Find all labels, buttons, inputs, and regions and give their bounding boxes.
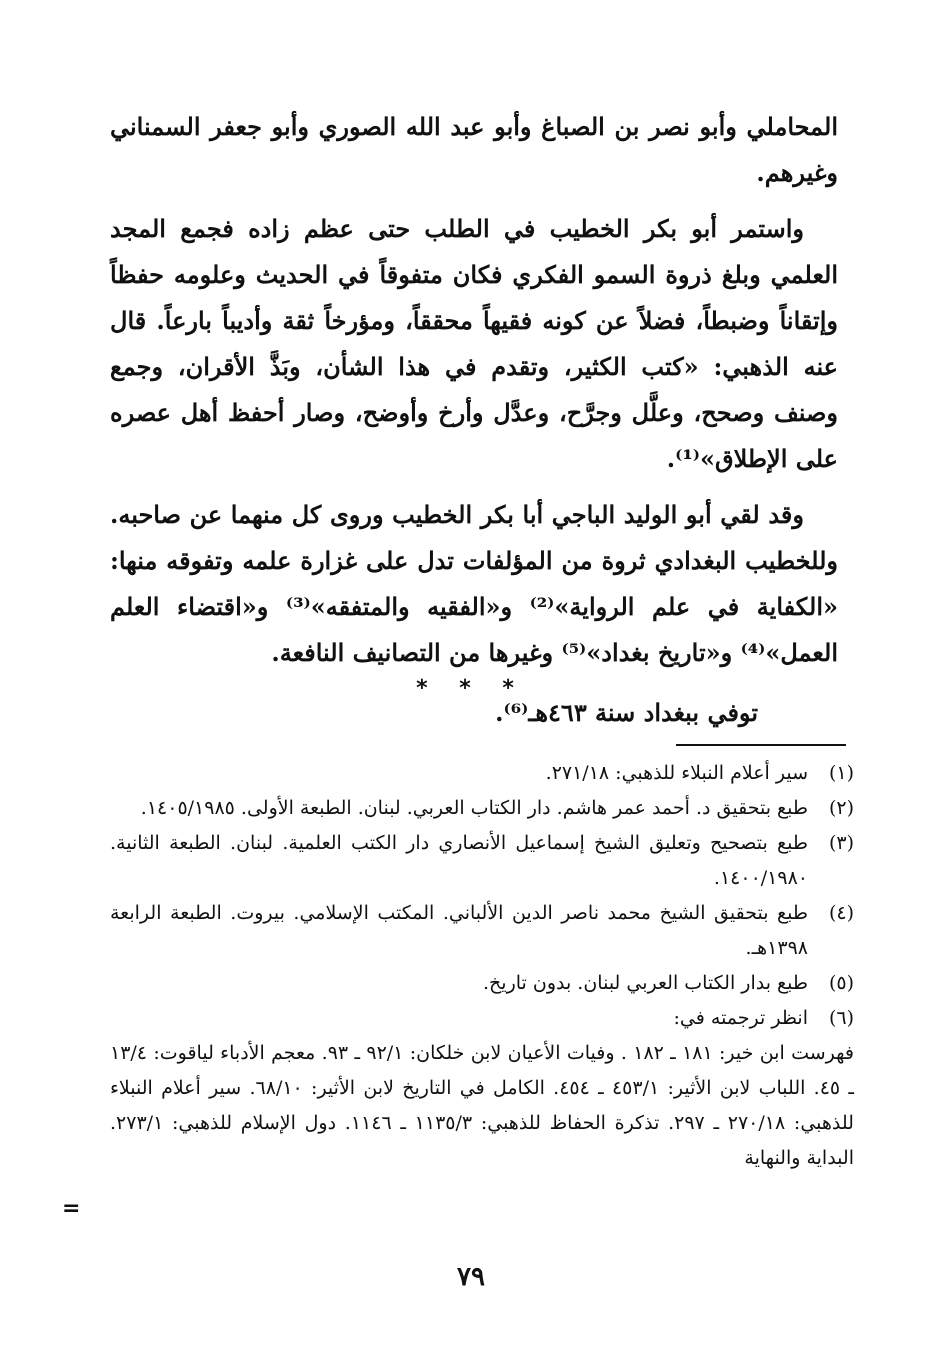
main-text: [110, 104, 838, 736]
footnote-item: [110, 756, 854, 791]
paragraph-1: المحاملي وأبو نصر بن الصباغ وأبو عبد الله الصوري وأبو جعفر السمناني وغيرهم.: [110, 112, 838, 187]
footnote-text: طبع بتحقيق د. أحمد عمر هاشم. دار الكتاب العربي. لبنان. الطبعة الأولى. ١٤٠٥/١٩٨٥.: [140, 797, 808, 819]
paragraph-3: وقد لقي أبو الوليد الباجي أبا بكر الخطيب وروى كل منهما عن صاحبه. وللخطيب البغدادي ثروة من المؤلفات تدل على غزارة علمه وتفوقه منها: «الكفاية في علم الرواية»⁽²⁾ و«الفقيه والمتفقه»⁽³⁾ و«اقتضاء العلم العمل»⁽⁴⁾ و«تاريخ بغداد»⁽⁵⁾ وغيرها من التصانيف النافعة.: [110, 500, 839, 667]
footnote-item: [110, 896, 854, 966]
footnote-number: (٥): [828, 972, 854, 994]
paragraph-2: واستمر أبو بكر الخطيب في الطلب حتى عظم زاده فجمع المجد العلمي وبلغ ذروة السمو الفكري فكان متفوقاً في الحديث وعلومه حفظاً وإتقاناً وضبطاً، فضلاً عن كونه فقيهاً محققاً، ومؤرخاً ثقة وأديباً بارعاً. قال عنه الذهبي: «كتب الكثير، وتقدم في هذا الشأن، وبَذَّ الأقران، وجمع وصنف وصحح، وعلَّل وجرَّح، وعدَّل وأرخ وأوضح، وصار أحفظ أهل عصره على الإطلاق»⁽¹⁾.: [110, 214, 839, 473]
footnote-text: طبع بتحقيق الشيخ محمد ناصر الدين الألباني. المكتب الإسلامي. بيروت. الطبعة الرابعة ١٣٩٨هـ.: [110, 902, 808, 959]
footnote-number: (٤): [828, 902, 854, 924]
footnote-text: انظر ترجمته في:: [673, 1007, 808, 1029]
footnote-item: [110, 826, 854, 896]
footnote-number: (١): [828, 762, 854, 784]
footnote-text: طبع بتصحيح وتعليق الشيخ إسماعيل الأنصاري دار الكتب العلمية. لبنان. الطبعة الثانية. ١٤٠٠/١٩٨٠.: [110, 832, 808, 889]
footnote-item: [110, 966, 854, 1001]
footnote-divider: [676, 744, 846, 746]
continuation-mark: =: [62, 1196, 81, 1221]
footnote-text: طبع بدار الكتاب العربي لبنان. بدون تاريخ.: [482, 972, 808, 994]
paragraph-4: توفي ببغداد سنة ٤٦٣هـ⁽⁶⁾.: [495, 698, 758, 727]
footnote-number: (٣): [828, 832, 854, 854]
section-separator: * * *: [416, 676, 526, 701]
footnote-item: [110, 1001, 854, 1036]
page-number: ٧٩: [457, 1262, 485, 1292]
footnote-number: (٢): [828, 797, 854, 819]
footnote-text: سير أعلام النبلاء للذهبي: ٢٧١/١٨.: [545, 762, 808, 784]
footnotes: [110, 756, 854, 1176]
footnote-continuation: فهرست ابن خير: ١٨١ ـ ١٨٢ . وفيات الأعيان لابن خلكان: ٩٢/١ ـ ٩٣. معجم الأدباء لياقوت: ١٣/٤ ـ ٤٥. اللباب لابن الأثير: ٤٥٣/١ ـ ٤٥٤. الكامل في التاريخ لابن الأثير: ٦٨/١٠. سير أعلام النبلاء للذهبي: ٢٧٠/١٨ ـ ٢٩٧. تذكرة الحفاظ للذهبي: ١١٣٥/٣ ـ ١١٤٦. دول الإسلام للذهبي: ٢٧٣/١. البداية والنهاية: [110, 1042, 854, 1169]
footnote-number: (٦): [828, 1007, 854, 1029]
footnote-item: [110, 791, 854, 826]
